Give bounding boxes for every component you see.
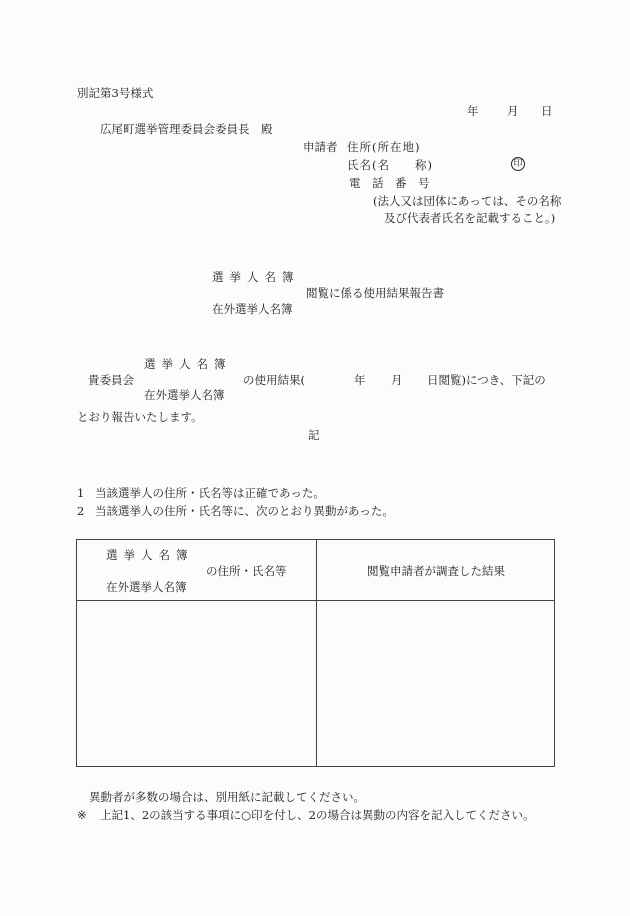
note-1: 異動者が多数の場合は、別用紙に記載してください。: [89, 790, 365, 804]
title-option-2: 在外選挙人名簿: [212, 302, 293, 316]
note-mark: ※: [77, 808, 87, 822]
table-cell-col1[interactable]: [77, 601, 316, 767]
table-header-col1-option-2: 在外選挙人名簿: [106, 580, 187, 594]
table-header-col1-option-1: 選挙人名簿: [106, 548, 194, 562]
item-1-number: 1: [77, 486, 85, 500]
table-header-col2: 閲覧申請者が調査した結果: [367, 564, 505, 578]
body-month: 月: [391, 373, 403, 387]
addressee: 広尾町選挙管理委員会委員長 殿: [100, 122, 273, 136]
body-prefix: 貴委員会: [88, 373, 134, 387]
phone-label: 電 話 番 号: [349, 176, 430, 190]
body-option-2: 在外選挙人名簿: [144, 388, 225, 402]
form-number: 別記第3号様式: [77, 86, 154, 100]
body-middle: の使用結果(: [243, 373, 305, 387]
change-report-table: [76, 539, 555, 767]
ki-heading: 記: [308, 428, 320, 442]
body-option-1: 選挙人名簿: [144, 357, 232, 371]
item-2-number: 2: [77, 504, 85, 518]
date-year: 年: [467, 104, 479, 118]
table-header-col1-suffix: の住所・氏名等: [206, 564, 287, 578]
applicant-note-2: 及び代表者氏名を記載すること。): [384, 211, 556, 225]
applicant-label: 申請者: [303, 140, 338, 154]
name-label: 氏名(名 称): [347, 158, 433, 172]
body-suffix: 日閲覧)につき、下記の: [427, 373, 546, 387]
item-2-text: 当該選挙人の住所・氏名等に、次のとおり異動があった。: [95, 504, 394, 518]
date-month: 月: [507, 104, 519, 118]
seal-mark: 印: [511, 157, 525, 171]
body-year: 年: [354, 373, 366, 387]
note-2: 上記1、2の該当する事項に○印を付し、2の場合は異動の内容を記入してください。: [100, 808, 535, 822]
date-day: 日: [541, 104, 553, 118]
item-1-text: 当該選挙人の住所・氏名等は正確であった。: [95, 486, 325, 500]
applicant-note-1: (法人又は団体にあっては、その名称: [373, 194, 562, 208]
address-label: 住所(所在地): [347, 140, 421, 154]
title-option-1: 選挙人名簿: [212, 270, 300, 284]
body-line-2: とおり報告いたします。: [77, 410, 203, 424]
table-cell-col2[interactable]: [317, 601, 555, 767]
title-suffix: 閲覧に係る使用結果報告書: [306, 286, 444, 300]
